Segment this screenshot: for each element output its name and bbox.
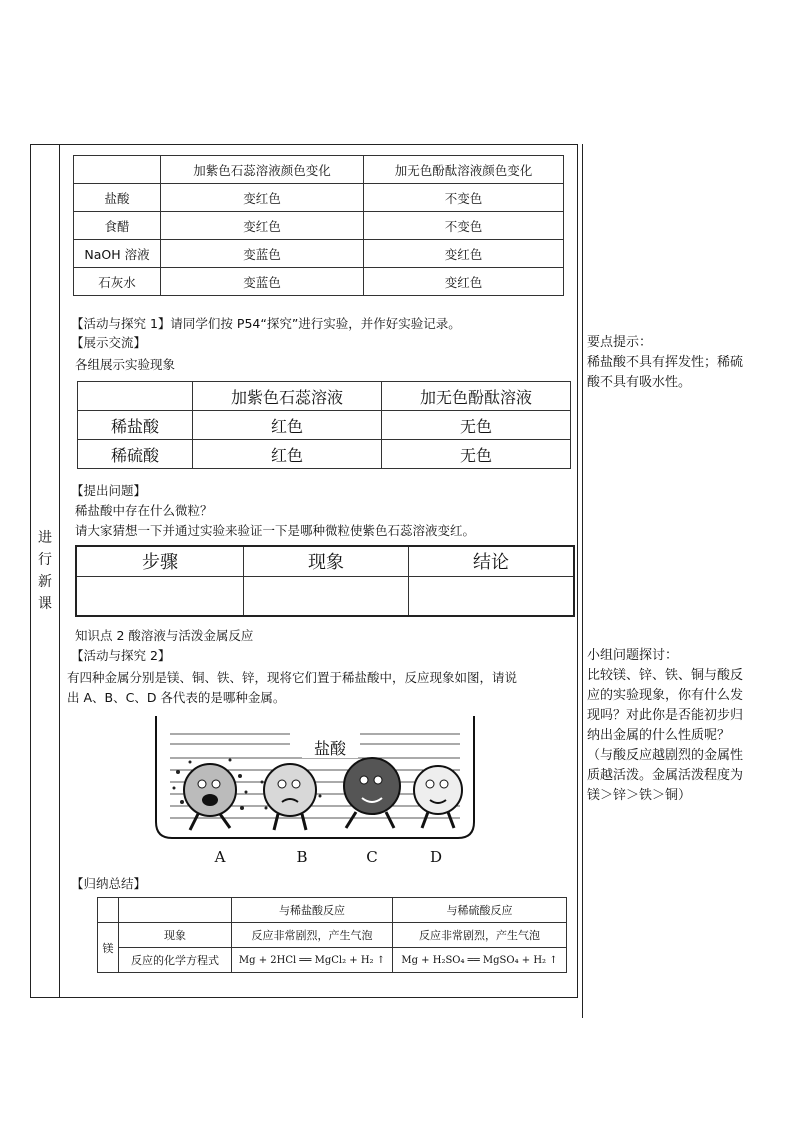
label-d: D: [429, 848, 443, 866]
header-litmus: 加紫色石蕊溶液颜色变化: [161, 156, 364, 184]
header-phenolphthalein: 加无色酚酞溶液颜色变化: [364, 156, 564, 184]
knowledge-point-2: 知识点 2 酸溶液与活泼金属反应: [75, 628, 254, 643]
question-1: 稀盐酸中存在什么微粒？: [75, 503, 213, 518]
table-row: 石灰水 变蓝色 变红色: [74, 268, 564, 296]
table-row: 镁 现象 反应非常剧烈，产生气泡 反应非常剧烈，产生气泡: [98, 923, 567, 948]
groups-show-text: 各组展示实验现象: [75, 357, 176, 372]
table-row: 食醋 变红色 不变色: [74, 212, 564, 240]
side-label: 进 行 新 课: [38, 530, 52, 612]
notes-divider: [582, 144, 583, 1018]
note-group-discussion: 小组问题探讨： 比较镁、锌、铁、铜与酸反 应的实验现象，你有什么发 现吗？对此你是否能初步归 纳出金属的什么性质呢？ （与酸反应越剧烈的金属性 质越活泼。金属活泼程度为 镁＞锌＞铁＞铜）: [587, 648, 744, 803]
activity2-text-line2: 出 A、B、C、D 各代表的是哪种金属。: [67, 690, 286, 705]
experiment-record-table: 步骤 现象 结论: [75, 545, 575, 617]
metal-cell: 镁: [98, 923, 119, 973]
liquid-label: 盐酸: [313, 739, 347, 758]
metal-a-figure: [173, 759, 248, 831]
acid-indicator-table: 加紫色石蕊溶液 加无色酚酞溶液 稀盐酸 红色 无色 稀硫酸 红色 无色: [77, 381, 571, 469]
table-row: 盐酸 变红色 不变色: [74, 184, 564, 212]
raise-question-heading: 【提出问题】: [71, 483, 147, 498]
table-row: 稀硫酸 红色 无色: [78, 440, 571, 469]
frame-bottom: [30, 997, 578, 998]
activity2-text-line1: 有四种金属分别是镁、铜、铁、锌，现将它们置于稀盐酸中，反应现象如图，请说: [67, 670, 518, 685]
label-c: C: [366, 848, 378, 866]
table-row: NaOH 溶液 变蓝色 变红色: [74, 240, 564, 268]
frame-top: [30, 144, 578, 145]
indicator-table: [73, 155, 564, 296]
table-row: 稀盐酸 红色 无色: [78, 411, 571, 440]
table-row: 反应的化学方程式 Mg + 2HCl ══ MgCl₂ + H₂ ↑ Mg + H₂SO₄ ══ MgSO₄ + H₂ ↑: [98, 948, 567, 973]
label-b: B: [296, 848, 308, 866]
question-2: 请大家猜想一下并通过实验来验证一下是哪种微粒使紫色石蕊溶液变红。: [75, 523, 476, 538]
metal-d-figure: [414, 766, 462, 828]
display-exchange-heading: 【展示交流】: [71, 335, 147, 350]
label-a: A: [214, 848, 226, 866]
frame-right: [577, 144, 578, 998]
note-key-points: 要点提示： 稀盐酸不具有挥发性；稀硫 酸不具有吸水性。: [587, 335, 744, 390]
summary-heading: 【归纳总结】: [71, 876, 147, 891]
magnesium-reaction-table: 与稀盐酸反应 与稀硫酸反应 镁 现象 反应非常剧烈，产生气泡 反应非常剧烈，产生气泡 反应的化学方程式 Mg + 2HCl ══ MgCl₂ + H₂ ↑ Mg + H₂SO₄ ══ MgSO₄ + H₂ ↑: [97, 897, 567, 973]
metal-b-figure: [261, 764, 322, 830]
frame-left: [30, 144, 31, 998]
activity1-text: 【活动与探究 1】请同学们按 P54“探究”进行实验，并作好实验记录。: [71, 316, 461, 331]
activity2-heading: 【活动与探究 2】: [71, 648, 171, 663]
table-row: [76, 576, 574, 616]
frame-col-divider: [59, 144, 60, 998]
metal-reaction-figure: [150, 712, 480, 872]
